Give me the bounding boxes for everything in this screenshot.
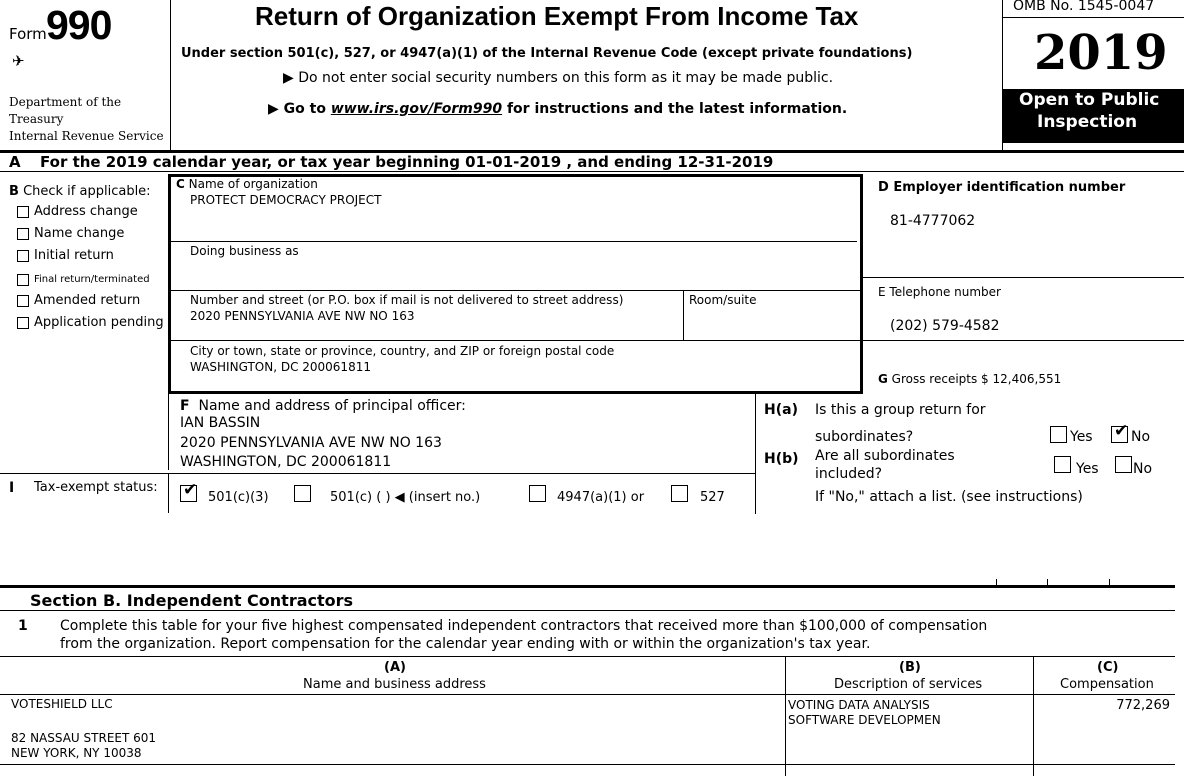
telephone-value: (202) 579-4582: [890, 318, 1000, 334]
officer-city: WASHINGTON, DC 200061811: [180, 454, 392, 470]
ha-text1: Is this a group return for: [815, 402, 986, 418]
dept-line1: Department of the: [9, 95, 122, 109]
checkbox-application-pending[interactable]: [17, 317, 29, 329]
city-state-zip: WASHINGTON, DC 200061811: [190, 360, 371, 374]
principal-officer-label: F Name and address of principal officer:: [180, 398, 466, 414]
open-line1: Open to Public: [1019, 90, 1160, 110]
col-b-header: Description of services: [834, 677, 983, 692]
officer-street: 2020 PENNSYLVANIA AVE NW NO 163: [180, 435, 442, 451]
option-final-return: Final return/terminated: [34, 274, 150, 285]
gross-receipts: G Gross receipts $ 12,406,551: [878, 372, 1062, 386]
option-application-pending: Application pending: [34, 315, 164, 330]
service-description-2: SOFTWARE DEVELOPMEN: [788, 713, 941, 727]
checkbox-amended-return[interactable]: [17, 295, 29, 307]
form-number: 990: [46, 2, 112, 48]
contractors-section-title: Section B. Independent Contractors: [30, 591, 354, 610]
instructions-note: ▶ Go to www.irs.gov/Form990 for instructions and the latest information.: [268, 101, 848, 117]
status-4947-checkbox[interactable]: [529, 485, 546, 502]
street-address: 2020 PENNSYLVANIA AVE NW NO 163: [190, 309, 415, 323]
room-suite-label: Room/suite: [689, 293, 757, 307]
officer-name: IAN BASSIN: [180, 415, 261, 431]
option-address-change: Address change: [34, 204, 138, 219]
hb-label: H(b): [764, 451, 799, 467]
hb-note: If "No," attach a list. (see instructions): [815, 489, 1083, 505]
option-name-change: Name change: [34, 226, 125, 241]
ssn-note: ▶ Do not enter social security numbers on this form as it may be made public.: [283, 70, 834, 86]
option-amended-return: Amended return: [34, 293, 141, 308]
status-501c3-checkbox[interactable]: [180, 480, 198, 502]
dept-line2: Treasury: [9, 112, 64, 126]
line-i-letter: I: [9, 480, 15, 496]
line-a-text: For the 2019 calendar year, or tax year beginning 01-01-2019 , and ending 12-31-2019: [40, 153, 774, 171]
col-a-letter: (A): [384, 660, 406, 675]
contractor-address-2: NEW YORK, NY 10038: [11, 746, 142, 760]
hb-text1: Are all subordinates: [815, 448, 955, 464]
ha-no-label: No: [1131, 429, 1151, 445]
form-word: Form: [9, 25, 47, 43]
contractors-instructions-1: Complete this table for your five highest compensated independent contractors that received more than $100,000 of compensation: [60, 618, 988, 634]
option-initial-return: Initial return: [34, 248, 114, 263]
ha-text2: subordinates?: [815, 429, 914, 445]
ha-yes-label: Yes: [1070, 429, 1093, 445]
col-a-header: Name and business address: [303, 677, 486, 692]
check-mark-icon: ✔: [183, 480, 198, 500]
checkbox-final-return[interactable]: [17, 274, 29, 286]
form-title: Return of Organization Exempt From Income Tax: [255, 1, 859, 31]
ein-label: D Employer identification number: [878, 180, 1126, 195]
city-label: City or town, state or province, country, and ZIP or foreign postal code: [190, 344, 615, 358]
contractor-address-1: 82 NASSAU STREET 601: [11, 731, 157, 745]
compensation-amount: 772,269: [1116, 698, 1170, 713]
open-line2: Inspection: [1037, 112, 1138, 132]
hb-yes-checkbox[interactable]: [1054, 456, 1071, 473]
ein-value: 81-4777062: [890, 213, 976, 229]
ha-no-checkbox[interactable]: [1111, 421, 1129, 443]
status-501c3-label: 501(c)(3): [208, 490, 269, 505]
status-4947-label: 4947(a)(1) or: [557, 490, 645, 505]
status-527-label: 527: [700, 490, 725, 505]
telephone-label: E Telephone number: [878, 285, 1001, 299]
hb-no-checkbox[interactable]: [1115, 456, 1132, 473]
status-527-checkbox[interactable]: [671, 485, 688, 502]
section-b-label: B Check if applicable:: [9, 184, 151, 199]
tax-exempt-label: Tax-exempt status:: [34, 480, 158, 495]
status-501c-checkbox[interactable]: [294, 485, 311, 502]
form-subtitle: Under section 501(c), 527, or 4947(a)(1) of the Internal Revenue Code (except private foundations): [181, 46, 913, 61]
checkbox-name-change[interactable]: [17, 228, 29, 240]
ha-yes-checkbox[interactable]: [1050, 426, 1067, 443]
street-label: Number and street (or P.O. box if mail is not delivered to street address): [190, 293, 624, 307]
contractor-name: VOTESHIELD LLC: [11, 697, 113, 711]
contractors-instructions-2: from the organization. Report compensation for the calendar year ending with or within the organization's tax year.: [60, 636, 871, 652]
irs-eagle-icon: ✈: [12, 52, 25, 70]
organization-name: PROTECT DEMOCRACY PROJECT: [190, 193, 382, 207]
omb-number: OMB No. 1545-0047: [1013, 0, 1155, 14]
name-label: C Name of organization: [176, 177, 318, 191]
contractors-line-number: 1: [18, 618, 28, 634]
hb-yes-label: Yes: [1076, 461, 1099, 477]
check-mark-icon: ✔: [1114, 421, 1129, 441]
service-description-1: VOTING DATA ANALYSIS: [788, 698, 930, 712]
checkbox-address-change[interactable]: [17, 206, 29, 218]
col-b-letter: (B): [899, 660, 921, 675]
dba-label: Doing business as: [190, 244, 299, 258]
tax-year: 2019: [1034, 25, 1168, 81]
dept-line3: Internal Revenue Service: [9, 129, 164, 143]
col-c-header: Compensation: [1060, 677, 1154, 692]
checkbox-initial-return[interactable]: [17, 250, 29, 262]
col-c-letter: (C): [1097, 660, 1119, 675]
ha-label: H(a): [764, 402, 798, 418]
hb-no-label: No: [1133, 461, 1153, 477]
irs-link[interactable]: www.irs.gov/Form990: [330, 101, 503, 117]
line-a-letter: A: [9, 153, 21, 171]
status-501c-label: 501(c) ( ) ◀ (insert no.): [330, 490, 481, 505]
hb-text2: included?: [815, 466, 883, 482]
